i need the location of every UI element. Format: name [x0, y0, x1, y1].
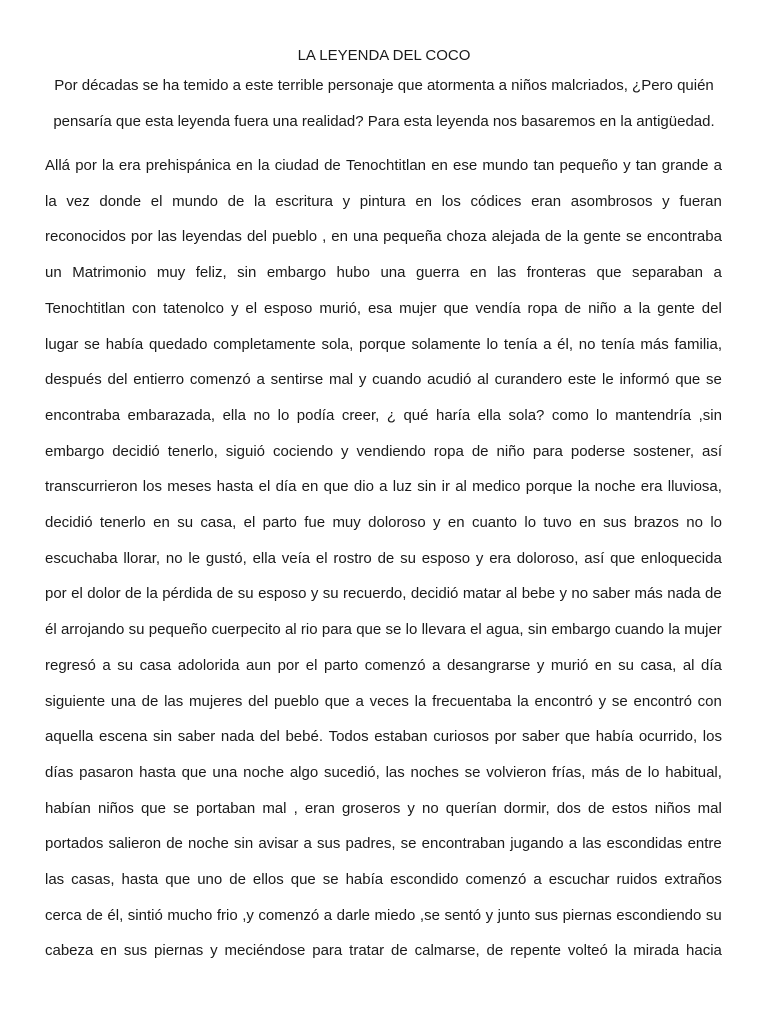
body-line: después del entierro comenzó a sentirse mal y cuando acudió al curandero este le informó que se: [45, 371, 722, 389]
body-line: lugar se había quedado completamente sola, porque solamente lo tenía a él, no tenía más familia,: [45, 335, 722, 353]
body-line: reconocidos por las leyendas del pueblo , en una pequeña choza alejada de la gente se encontraba: [45, 228, 722, 246]
body-line: Allá por la era prehispánica en la ciudad de Tenochtitlan en ese mundo tan pequeño y tan grande a: [45, 157, 722, 174]
body-line: portados salieron de noche sin avisar a sus padres, se encontraban jugando a las escondidas entre: [45, 835, 722, 853]
document-title: LA LEYENDA DEL COCO: [297, 47, 471, 64]
body-line: por el dolor de la pérdida de su esposo y su recuerdo, decidió matar al bebe y no saber más nada de: [45, 585, 722, 603]
body-line: escuchaba llorar, no le gustó, ella veía el rostro de su esposo y era doloroso, así que enloquecida: [45, 549, 722, 567]
body-line: días pasaron hasta que una noche algo sucedió, las noches se volvieron frías, más de lo habitual,: [45, 763, 722, 781]
body-line: transcurrieron los meses hasta el día en que dio a luz sin ir al medico porque la noche era lluviosa,: [45, 478, 722, 496]
body-line: cabeza en sus piernas y meciéndose para tratar de calmarse, de repente volteó la mirada hacia: [45, 942, 722, 960]
body-line: las casas, hasta que uno de ellos que se había escondido comenzó a escuchar ruidos extraños: [45, 871, 722, 888]
body-line: un Matrimonio muy feliz, sin embargo hubo una guerra en las fronteras que separaban a: [45, 264, 722, 282]
body-line: encontraba embarazada, ella no lo podía creer, ¿ qué haría ella sola? como lo mantendría ,sin: [45, 406, 722, 424]
body-line: Tenochtitlan con tatenolco y el esposo murió, esa mujer que vendía ropa de niño a la gente del: [45, 299, 722, 317]
body-line: embargo decidió tenerlo, siguió cociendo y vendiendo ropa de niño para poderse sostener, así: [45, 442, 722, 460]
intro-line-1: Por décadas se ha temido a este terrible personaje que atormenta a niños malcriados, ¿Pero quién: [54, 77, 714, 94]
body-line: regresó a su casa adolorida aun por el parto comenzó a desangrarse y murió en su casa, al día: [45, 656, 722, 674]
body-line: habían niños que se portaban mal , eran groseros y no querían dormir, dos de estos niños mal: [45, 799, 722, 817]
body-line: cerca de él, sintió mucho frio ,y comenzó a darle miedo ,se sentó y junto sus piernas escondiendo su: [45, 906, 722, 924]
body-line: siguiente una de las mujeres del pueblo que a veces la frecuentaba la encontró y se encontró con: [45, 692, 722, 710]
body-line: él arrojando su pequeño cuerpecito al rio para que se lo llevara el agua, sin embargo cuando la mujer: [45, 621, 722, 639]
body-line: aquella escena sin saber nada del bebé. Todos estaban curiosos por saber que había ocurrido, los: [45, 728, 722, 746]
intro-line-2: pensaría que esta leyenda fuera una realidad? Para esta leyenda nos basaremos en la antigüedad.: [53, 113, 715, 130]
body-line: decidió tenerlo en su casa, el parto fue muy doloroso y en cuanto lo tuvo en sus brazos no lo: [45, 514, 722, 531]
body-line: la vez donde el mundo de la escritura y pintura en los códices eran asombrosos y fueran: [45, 192, 722, 210]
